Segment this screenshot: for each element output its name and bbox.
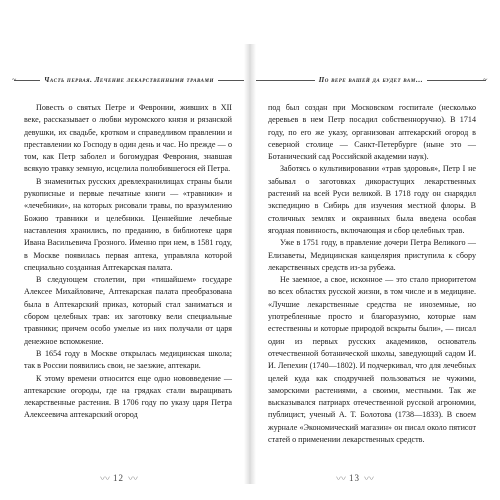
paragraph: В следующем столетии, при «тишайшем» государе Алексее Михайловиче, Аптекарская палата преобразована была в Аптекарский приказ, который стал заниматься и сбором целебных трав: их заготовку вели специальные травники; причем особо умелые из них получали от царя денежное вспомжение. — [24, 275, 232, 346]
right-page-body — [268, 102, 476, 446]
left-page-number — [96, 470, 141, 484]
left-page-body — [24, 102, 232, 422]
left-page — [0, 44, 248, 484]
paragraph: В знаменитых русских древлехранилищах страны были рукописные и первые печатные книги — «травники» и «лечебники», на которых рисовали травы, по вразумлению Божию травники и целебники. Ценнейшие лечебные наставления хранились, по преданию, в библиотеке царя Ивана Васильевича Грозного. Именно при нем, в 1581 году, в Москве появилась первая аптека, управляла которой специально созданная Аптекарская палата. — [24, 176, 232, 272]
folio-ornament: 〰 — [336, 474, 345, 484]
paragraph: Заботясь о культивировании «трав здоровья», Петр I не забывал о заготовках дикорастущих лекарственных растений на всей Руси великой. В 1718 году он снарядил экспедицию в Сибирь для изучения местной флоры. В столичных землях и окраинных была введена особая ягодная повинность, включающая и сбор целебных трав. — [268, 164, 476, 235]
header-rule: ~ — [14, 80, 40, 81]
right-running-header — [256, 73, 486, 87]
header-rule: ~ — [427, 80, 486, 81]
paragraph: под был создан при Московском госпитале (несколько деревьев в нем Петр посадил собственноручно). В 1714 году, по его же указу, организован аптекарский огород в северной столице — Санкт-Петербурге (ныне это — Ботанический сад Российской академии наук). — [268, 103, 476, 162]
folio-ornament: 〰 — [364, 474, 373, 484]
header-rule — [218, 80, 244, 81]
paragraph: Не заемное, а свое, исконное — это стало приоритетом во всех областях русской жизни, в том числе и в медицине. «Лучшие лекарственные средства не иноземные, но употребленные просто и благоразумно, которые нам естественны и которые природой вскрыты были», — писал один из первых русских академиков, основатель отечественной ботанической школы, заведующий садом И. И. Лепехин (1740—1802). И подчеркивал, что для лечебных целей куда как сподручней пользоваться не чужими, заморскими растениями, а своими, местными. Так же высказывался патриарх отечественной русской агрономии, публицист, ученый А. Т. Болотова (1738—1833). В своем журнале «Экономический магазин» он писал около пятисот статей о применении лекарственных средств. — [268, 275, 476, 445]
left-header-text: Часть первая. Лечение лекарственными травами — [44, 76, 214, 84]
right-header-text: По вере вашей да будет вам… — [318, 76, 424, 84]
paragraph: Повесть о святых Петре и Февронии, живших в XII веке, рассказывает о любви муромского князя и рязанской девушки, их свадьбе, кротком и справедливом правлении и преставлении ко Господу в один день и час. Но прежде — о том, как Петр заболел и богомудрая Феврония, знавшая всякую травку земную, исцелила полюбившегося ей Петра. — [24, 103, 232, 174]
page-number: 13 — [349, 472, 360, 483]
folio-ornament: 〰 — [128, 474, 137, 484]
header-rule — [256, 80, 315, 81]
paragraph: Уже в 1751 году, в правление дочери Петра Великого — Елизаветы, Медицинская канцелярия приступила к сбору лекарственных средств из-за рубежа. — [268, 238, 476, 272]
right-page — [252, 44, 500, 484]
left-running-header — [14, 73, 244, 87]
paragraph: В 1654 году в Москве открылась медицинская школа; так в России появились свои, не заезжие, аптекари. — [24, 348, 232, 371]
paragraph: К этому времени относится еще одно нововведение — аптекарские огороды, где на грядках стали выращивать лекарственные растения. В 1706 году по указу царя Петра Алексеевича аптекарский огород — [24, 373, 232, 420]
page-number: 12 — [113, 472, 124, 483]
right-page-number — [332, 470, 377, 484]
folio-ornament: 〰 — [100, 474, 109, 484]
